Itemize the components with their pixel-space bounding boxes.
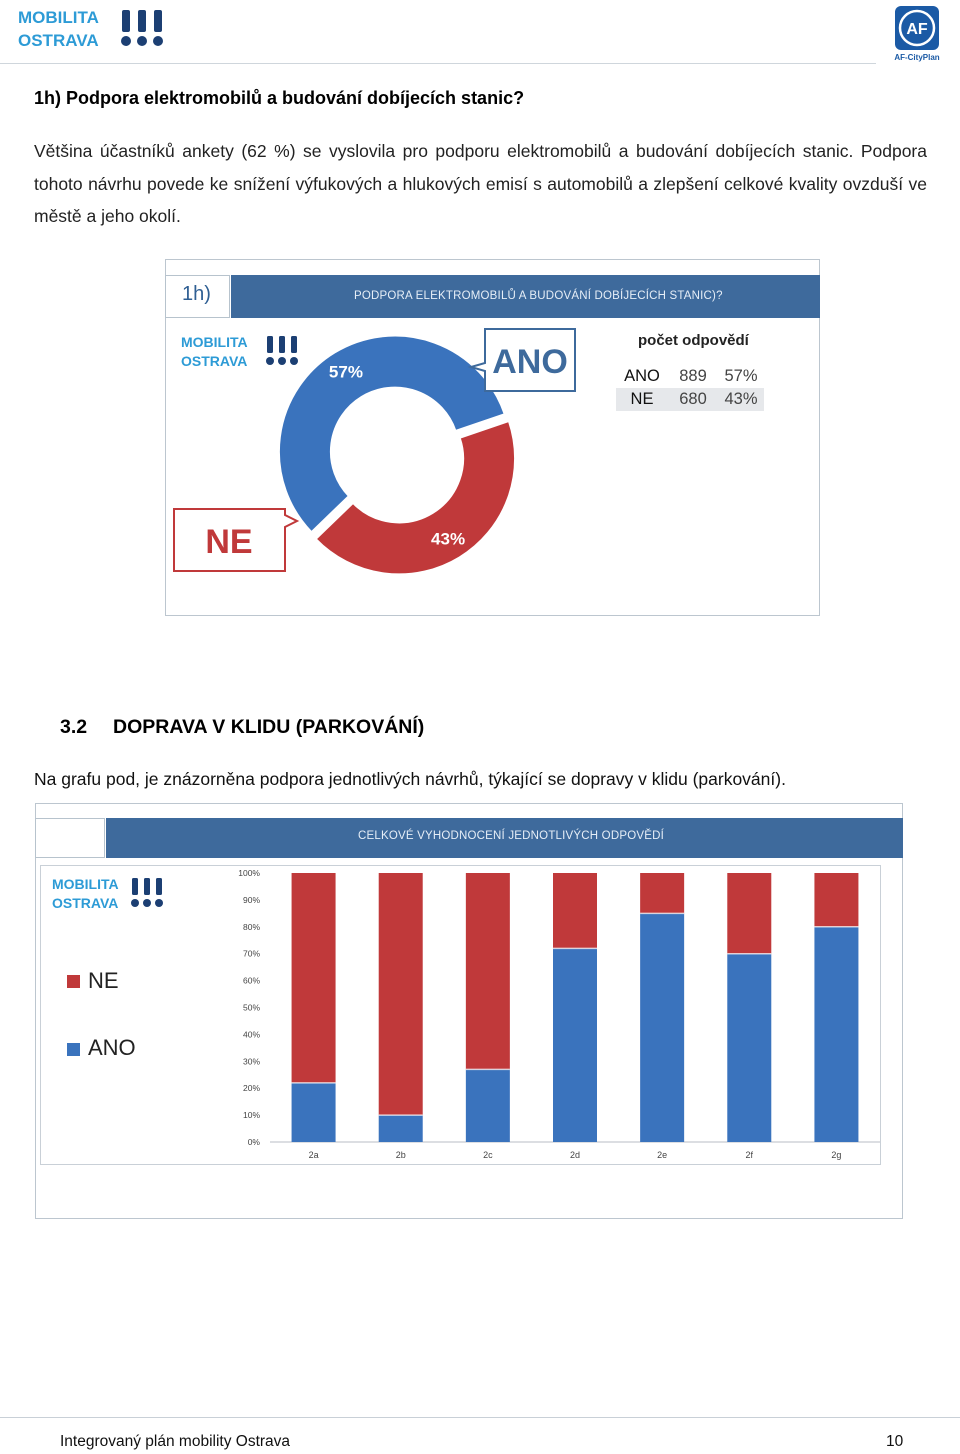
legend-category: ANO [624,367,660,385]
legend-label-ano: ANO [88,1035,136,1060]
panel-logo [181,334,298,369]
bar-ano-2b [379,1115,423,1142]
bar-ano-2g [814,927,858,1142]
donut-percent-label-ne: 43% [431,529,466,549]
footer-document-title: Integrovaný plán mobility Ostrava [60,1433,291,1450]
callout-ano-label: ANO [492,343,568,381]
legend-count: 680 [679,390,707,408]
section-32-paragraph: Na grafu pod, je znázorněna podpora jednotlivých návrhů, týkající se dopravy v klidu (parkování). [34,769,786,789]
callout-ano [471,329,575,391]
donut-question-title: PODPORA ELEKTROMOBILŮ A BUDOVÁNÍ DOBÍJECÍCH STANIC)? [354,290,723,302]
legend-percent: 43% [724,390,758,408]
y-tick-label: 70% [242,948,260,959]
bar-ne-2g [814,873,858,927]
legend-percent: 57% [724,367,758,385]
donut-legend-title: počet odpovědí [638,332,749,349]
y-tick-label: 30% [242,1056,260,1067]
bar-logo-text-mobilita: MOBILITA [52,876,119,892]
donut-legend-table [616,365,764,411]
mobilita-ostrava-logo [18,6,178,52]
legend-label-ne: NE [88,968,119,993]
x-tick-label: 2g [831,1150,842,1160]
bar-ne-2d [553,873,597,948]
donut-legend-row-ne [616,388,764,411]
bar-ano-2c [466,1069,510,1142]
donut-percent-label-ano: 57% [328,362,363,382]
bar-ano-2a [292,1083,336,1142]
section-number: 3.2 [60,716,88,738]
af-cityplan-logo [893,4,943,62]
y-tick-label: 80% [242,921,260,932]
x-tick-label: 2a [308,1150,319,1160]
legend-swatch-ne [67,975,80,988]
donut-question-code: 1h) [182,283,211,305]
donut-legend-row-ano [616,365,764,388]
y-tick-label: 60% [242,975,260,986]
callout-ne-label: NE [205,523,253,561]
header-divider [0,63,876,64]
bar-ne-2a [292,873,336,1083]
x-tick-label: 2d [569,1150,581,1160]
x-tick-label: 2b [395,1150,406,1160]
logo-text-mobilita: MOBILITA [18,8,99,27]
section-heading-1h: 1h) Podpora elektromobilů a budování dobíjecích stanic? [34,88,525,108]
bar-chart-title: CELKOVÉ VYHODNOCENÍ JEDNOTLIVÝCH ODPOVĚDÍ [358,830,664,842]
bar-ne-2e [640,873,684,913]
y-tick-label: 90% [242,894,260,905]
panel-logo-text-ostrava: OSTRAVA [181,353,248,369]
footer-page-number: 10 [886,1433,904,1450]
af-logo-caption: AF-CityPlan [894,53,940,62]
legend-count: 889 [679,367,707,385]
svg-text:AF: AF [906,21,928,38]
bar-ano-2e [640,913,684,1142]
footer-divider [0,1417,960,1418]
legend-category: NE [630,390,654,408]
bar-ano-2d [553,948,597,1142]
x-tick-label: 2c [483,1150,493,1160]
bar-logo-text-ostrava: OSTRAVA [52,895,119,911]
y-tick-label: 0% [247,1137,260,1147]
panel-logo-text-mobilita: MOBILITA [181,334,248,350]
legend-swatch-ano [67,1043,80,1056]
y-tick-label: 40% [242,1029,260,1040]
section-title: DOPRAVA V KLIDU (PARKOVÁNÍ) [113,716,425,738]
bar-ne-2f [727,873,771,954]
callout-ne [174,509,297,571]
y-tick-label: 50% [242,1002,260,1013]
stacked-bar-chart [35,803,903,1219]
bar-ne-2c [466,873,510,1069]
x-tick-label: 2e [657,1150,668,1160]
x-tick-label: 2f [745,1150,754,1160]
y-tick-label: 10% [242,1110,260,1121]
bar-ne-2b [379,873,423,1115]
logo-text-ostrava: OSTRAVA [18,31,99,50]
y-tick-label: 100% [238,868,260,878]
bar-panel-logo [52,876,163,911]
bar-ano-2f [727,954,771,1142]
section-1h-paragraph: Většina účastníků ankety (62 %) se vyslovila pro podporu elektromobilů a budování dobíjecích stanic. Podpora tohoto návrhu povede ke snížení výfukových a hlukových emisí s automobilů a zlepšení celkové kvality ovzduší ve městě a jeho okolí. [34,141,927,226]
donut-chart [165,259,820,616]
y-tick-label: 20% [242,1083,260,1094]
